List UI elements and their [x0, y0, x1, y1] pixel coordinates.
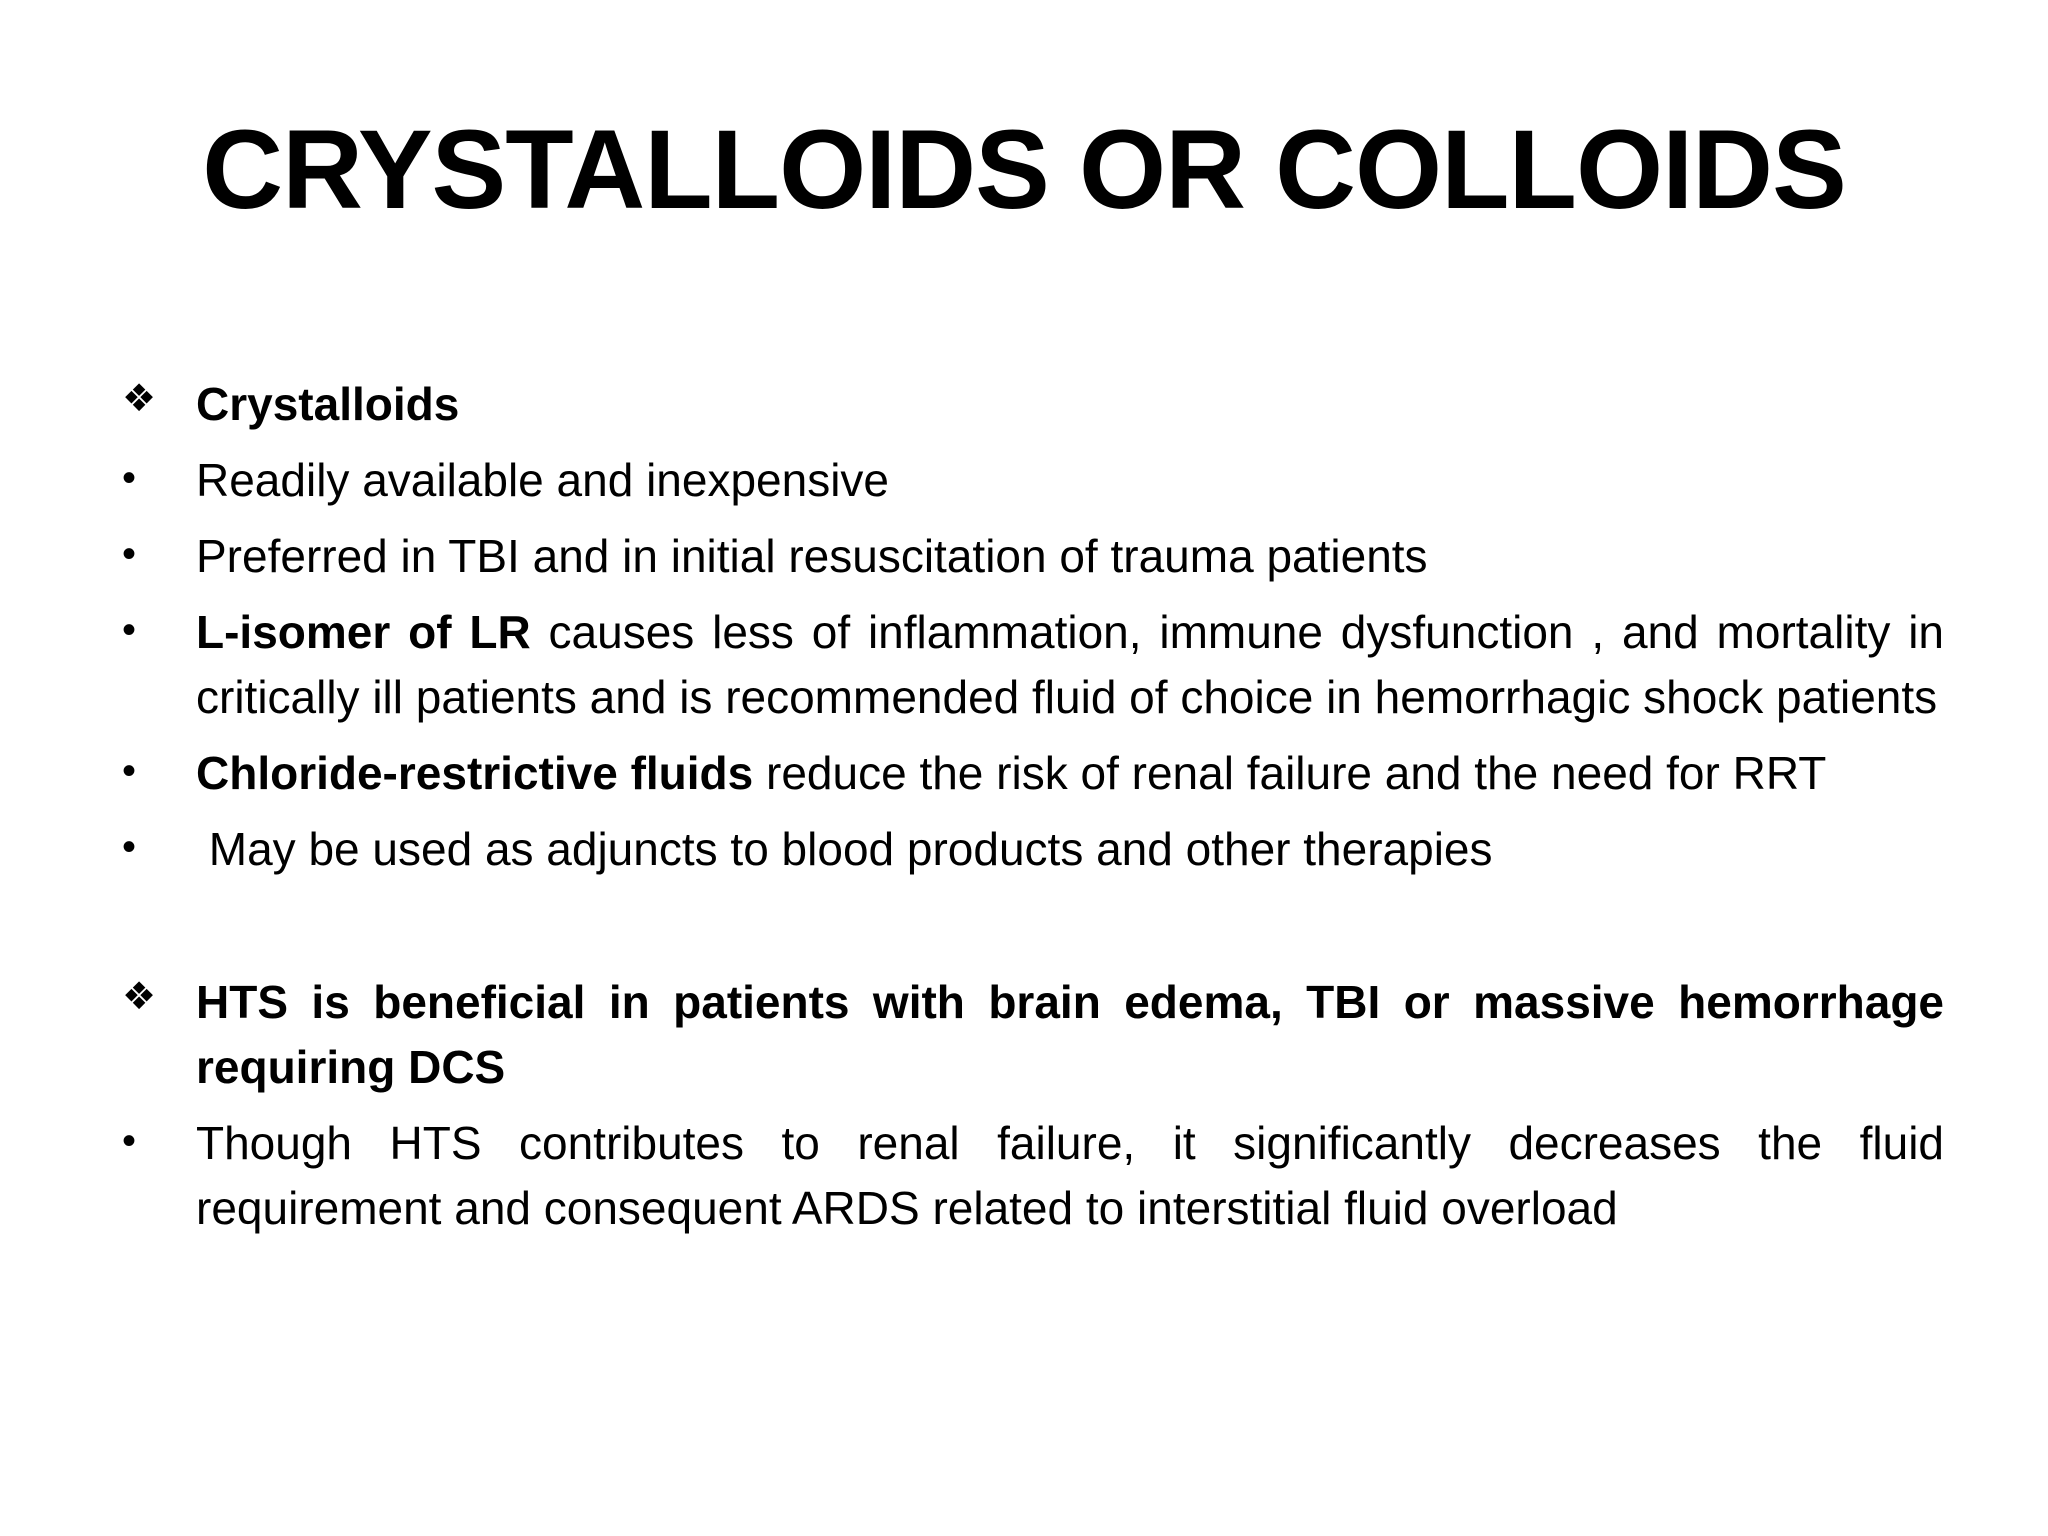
bullet-text: causes less of inflammation, immune dysfunction , and mortality in critically ill patients and is recommended fluid of choice in hemorrhagic shock patients	[196, 606, 1944, 723]
slide-title: CRYSTALLOIDS OR COLLOIDS	[202, 107, 1846, 232]
section-heading-crystalloids	[122, 372, 1944, 437]
dot-bullet-icon: •	[122, 825, 137, 869]
bullet-text: Readily available and inexpensive	[196, 454, 890, 506]
bullet-item	[122, 524, 1944, 589]
bullet-text: reduce the risk of renal failure and the need for RRT	[753, 747, 1827, 799]
slide-body	[122, 372, 1944, 1241]
bullet-item	[122, 1111, 1944, 1241]
dot-bullet-icon: •	[122, 608, 137, 652]
dot-bullet-icon: •	[122, 1119, 137, 1163]
bullet-text: May be used as adjuncts to blood products and other therapies	[196, 823, 1493, 875]
dot-bullet-icon: •	[122, 749, 137, 793]
dot-bullet-icon: •	[122, 532, 137, 576]
section-heading-text: Crystalloids	[196, 378, 460, 430]
diamond-bullet-icon: ❖	[122, 378, 157, 420]
bullet-bold-term: L-isomer of LR	[196, 606, 531, 658]
diamond-bullet-icon: ❖	[122, 976, 157, 1018]
bullet-item	[122, 817, 1944, 882]
bullet-item	[122, 741, 1944, 806]
bullet-text: Though HTS contributes to renal failure, it significantly decreases the fluid requirement and consequent ARDS related to interstitial fluid overload	[196, 1117, 1944, 1234]
dot-bullet-icon: •	[122, 456, 137, 500]
section-heading-text: HTS is beneficial in patients with brain edema, TBI or massive hemorrhage requiring DCS	[196, 976, 1944, 1093]
section-heading-hts	[122, 970, 1944, 1100]
bullet-text: Preferred in TBI and in initial resuscitation of trauma patients	[196, 530, 1428, 582]
bullet-item	[122, 600, 1944, 730]
bullet-item	[122, 448, 1944, 513]
bullet-bold-term: Chloride-restrictive fluids	[196, 747, 754, 799]
